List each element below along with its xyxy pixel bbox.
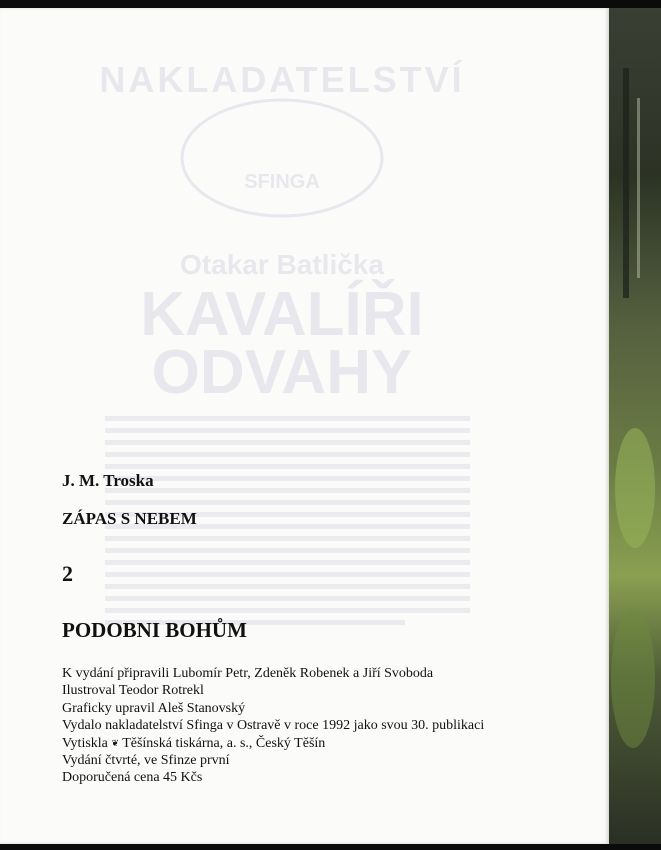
volume-number: 2 bbox=[62, 561, 73, 586]
bleed-banner: NAKLADATELSTVÍ bbox=[99, 59, 465, 100]
cover-edge bbox=[609, 8, 661, 844]
imprint-designer: Graficky upravil Aleš Stanovský bbox=[62, 700, 246, 716]
bleed-other-title-2: ODVAHY bbox=[151, 338, 413, 407]
imprint-illustrator: Ilustroval Teodor Rotrekl bbox=[62, 683, 204, 699]
printer-logo-icon: ❦ bbox=[111, 737, 119, 748]
imprint-publisher: Vydalo nakladatelství Sfinga v Ostravě v roce 1992 jako svou 30. publikaci bbox=[62, 718, 485, 734]
bleed-logo bbox=[182, 100, 382, 216]
volume-title: PODOBNI BOHŮM bbox=[62, 618, 247, 642]
imprint-block bbox=[62, 665, 484, 787]
bleed-other-title-1: KAVALÍŘI bbox=[140, 280, 424, 349]
book-page bbox=[0, 8, 609, 844]
imprint-printer: Těšínská tiskárna, a. s., Český Těšín bbox=[122, 735, 326, 751]
series-title: ZÁPAS S NEBEM bbox=[62, 509, 197, 528]
imprint-editors: K vydání připravili Lubomír Petr, Zdeněk Robenek a Jiří Svoboda bbox=[62, 666, 434, 681]
imprint-printer-prefix: Vytiskla bbox=[62, 735, 108, 751]
imprint-edition: Vydání čtvrté, ve Sfinze první bbox=[62, 753, 230, 769]
imprint-printer-line bbox=[62, 735, 484, 752]
bleed-logo-text: SFINGA bbox=[244, 171, 320, 193]
author-name: J. M. Troska bbox=[62, 471, 154, 490]
bleed-other-author: Otakar Batlička bbox=[180, 249, 384, 280]
imprint-price: Doporučená cena 45 Kčs bbox=[62, 770, 203, 786]
